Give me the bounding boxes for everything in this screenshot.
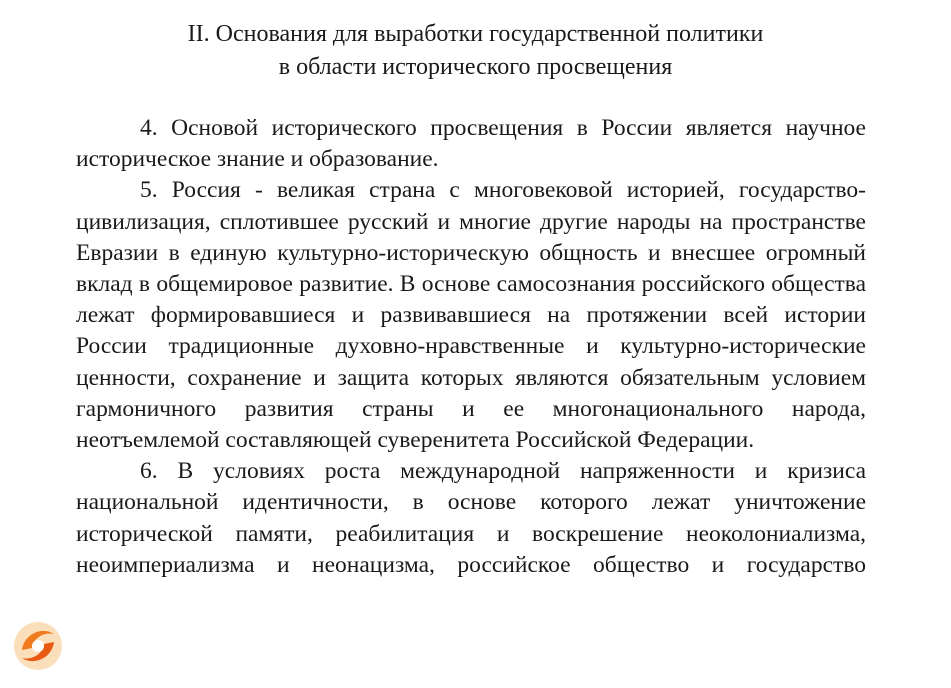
orange-swirl-logo-icon (12, 620, 64, 672)
section-heading-line-2: в области исторического просвещения (278, 54, 673, 80)
section-heading (0, 18, 951, 84)
document-body (76, 113, 866, 581)
paragraph-5: 5. Россия - великая страна с многовековой историей, государство-цивилизация, сплотившее русский и многие другие народы на пространстве Евразии в единую культурно-историческую общность и внесшее огромный вклад в общемировое развитие. В основе самосознания российского общества лежат формировавшиеся и развивавшиеся на протяжении всей истории России традиционные духовно-нравственные и культурно-исторические ценности, сохранение и защита которых являются обязательным условием гармоничного развития страны и ее многонационального народа, неотъемлемой составляющей суверенитета Российской Федерации. (76, 177, 866, 454)
paragraph-4: 4. Основой исторического просвещения в России является научное историческое знание и образование. (76, 115, 866, 173)
section-heading-line-1: II. Основания для выработки государственной политики (187, 21, 764, 47)
paragraph-6: 6. В условиях роста международной напряженности и кризиса национальной идентичности, в основе которого лежат уничтожение исторической памяти, реабилитация и воскрешение неоколониализма, неоимпериализма и неонацизма, российское общество и государство (76, 458, 866, 578)
